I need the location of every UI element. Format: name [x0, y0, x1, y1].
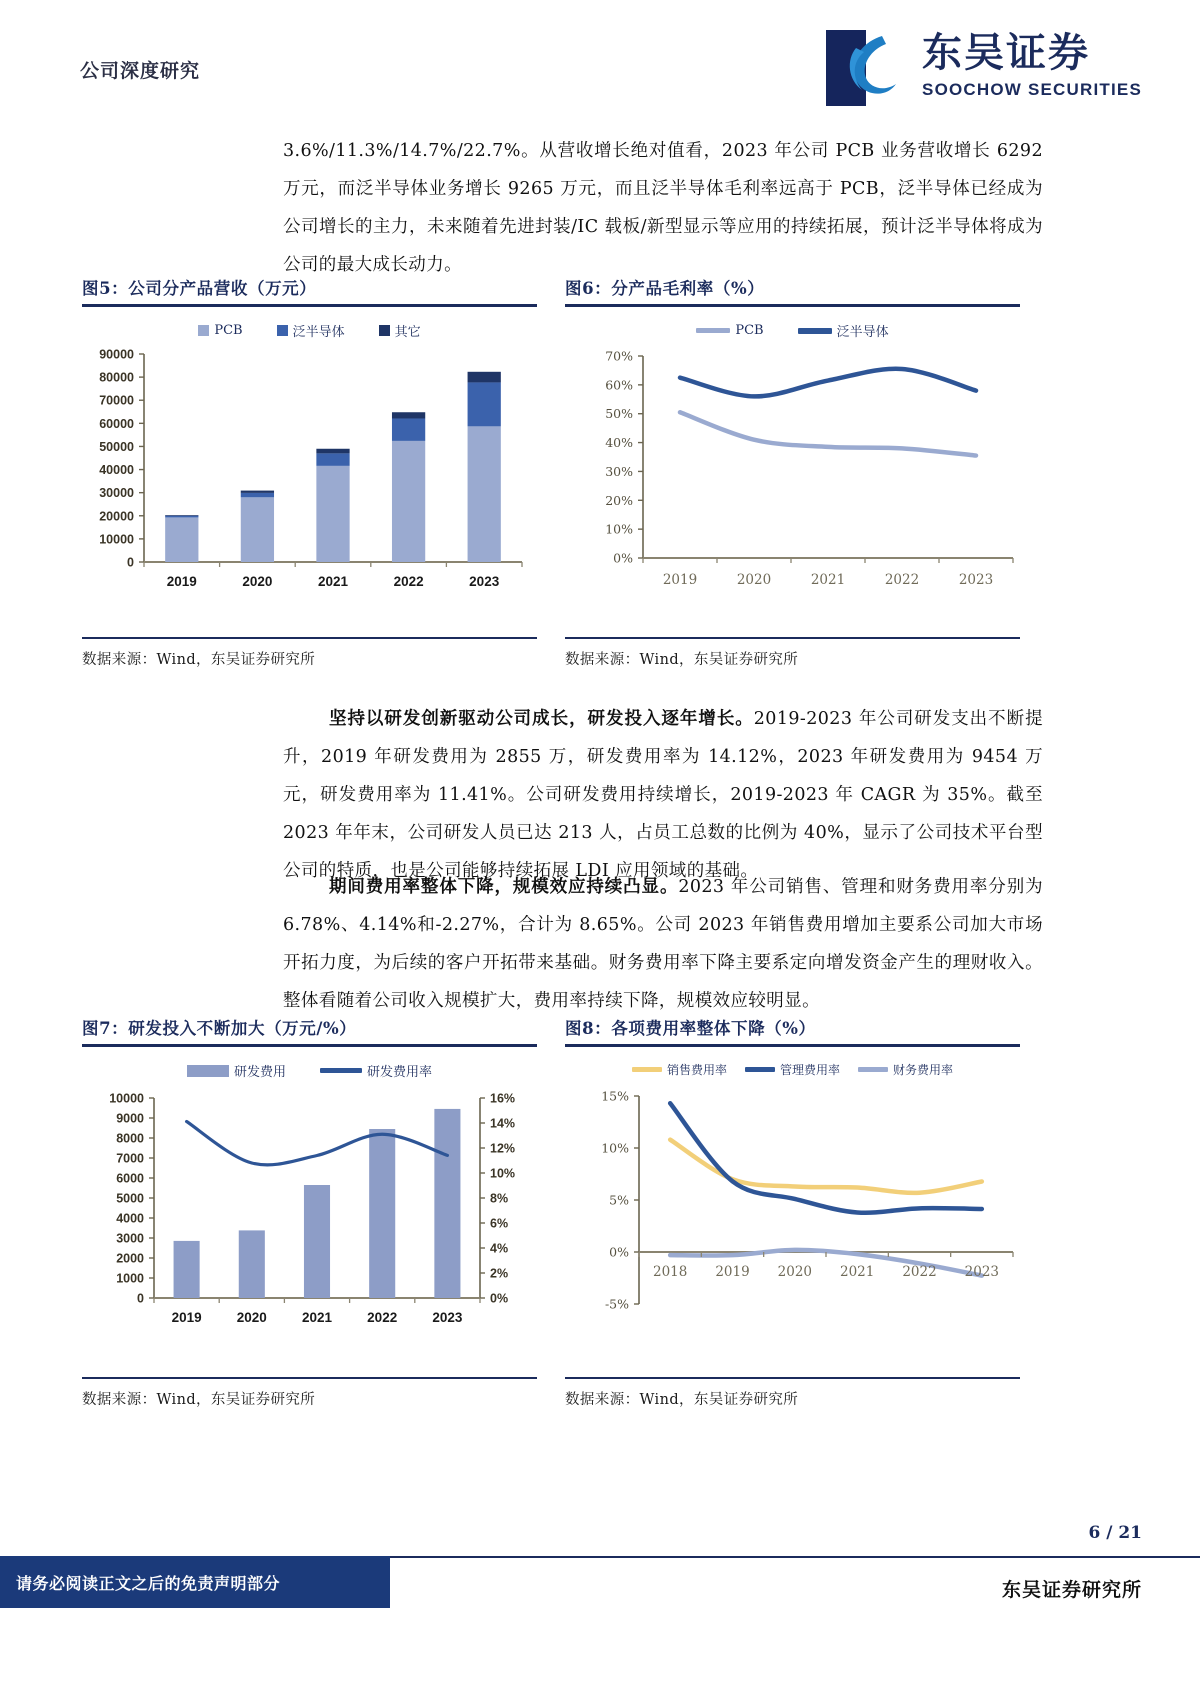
- svg-text:50000: 50000: [99, 439, 134, 454]
- svg-text:12%: 12%: [490, 1141, 516, 1156]
- legend-swatch-semiconductor: [277, 325, 288, 336]
- figure-8-caption: 图8：各项费用率整体下降（%）: [565, 1019, 816, 1038]
- figure-6-caption: 图6：分产品毛利率（%）: [565, 279, 765, 298]
- svg-text:0%: 0%: [490, 1291, 509, 1306]
- svg-text:30000: 30000: [99, 486, 134, 501]
- legend-line-semiconductor: [798, 328, 832, 334]
- svg-text:3000: 3000: [116, 1231, 144, 1246]
- svg-text:2022: 2022: [367, 1310, 398, 1325]
- legend-item-pcb: [198, 323, 242, 338]
- legend-label-pcb: PCB: [214, 323, 243, 338]
- svg-text:10%: 10%: [601, 1140, 629, 1156]
- footer-disclaimer-badge: [0, 1556, 390, 1608]
- legend-item-admin-ratio: [745, 1061, 840, 1078]
- svg-text:2023: 2023: [964, 1264, 1000, 1280]
- figure-6-plot: [565, 340, 1020, 612]
- figure-7: [82, 1015, 537, 1409]
- svg-text:2022: 2022: [884, 572, 920, 588]
- legend-item-other: [379, 321, 421, 340]
- figure-8: [565, 1015, 1020, 1409]
- figure-5-caption: 图5：公司分产品营收（万元）: [82, 279, 317, 298]
- svg-text:16%: 16%: [490, 1091, 516, 1106]
- figure-8-plot: [565, 1078, 1020, 1350]
- legend-line-admin-ratio: [745, 1067, 775, 1072]
- svg-text:50%: 50%: [605, 406, 633, 422]
- figure-6-chart: [565, 307, 1020, 637]
- svg-text:2023: 2023: [432, 1310, 463, 1325]
- legend-line-pcb: [696, 328, 730, 333]
- figure-6-source: 数据来源：Wind，东吴证券研究所: [565, 652, 799, 668]
- figure-7-legend: [82, 1047, 537, 1080]
- figure-7-source: 数据来源：Wind，东吴证券研究所: [82, 1392, 316, 1408]
- soochow-s-logo-icon: [826, 30, 910, 106]
- svg-text:40000: 40000: [99, 463, 134, 478]
- figure-8-legend: [565, 1047, 1020, 1078]
- legend-item-rnd-ratio: [320, 1061, 432, 1080]
- svg-text:70000: 70000: [99, 393, 134, 408]
- legend-swatch-pcb: [198, 325, 209, 336]
- svg-text:10000: 10000: [109, 1091, 144, 1106]
- svg-text:2023: 2023: [958, 572, 994, 588]
- svg-text:2019: 2019: [171, 1310, 202, 1325]
- svg-text:60%: 60%: [605, 377, 633, 393]
- figure-8-chart: [565, 1047, 1020, 1377]
- svg-text:2020: 2020: [236, 1310, 267, 1325]
- legend-line-finance-ratio: [858, 1067, 888, 1072]
- svg-text:40%: 40%: [605, 435, 633, 451]
- svg-text:70%: 70%: [605, 348, 633, 364]
- page-header: [0, 0, 1200, 118]
- svg-text:14%: 14%: [490, 1116, 516, 1131]
- svg-text:2021: 2021: [317, 574, 349, 589]
- svg-text:2022: 2022: [393, 574, 424, 589]
- svg-text:10%: 10%: [605, 521, 633, 537]
- svg-text:0: 0: [137, 1291, 144, 1306]
- svg-text:4%: 4%: [490, 1241, 509, 1256]
- svg-text:9000: 9000: [116, 1111, 144, 1126]
- legend-label-rnd-expense: 研发费用: [233, 1065, 286, 1080]
- legend-label-other: 其它: [394, 325, 421, 340]
- paragraph-rnd: [283, 700, 1043, 890]
- legend-label-finance-ratio: 财务费用率: [893, 1063, 954, 1077]
- paragraph-intro-text: 3.6%/11.3%/14.7%/22.7%。从营收增长绝对值看，2023 年公司 PCB 业务营收增长 6292 万元，而泛半导体业务增长 9265 万元，而且泛半导体毛利率远高于 PCB，泛半导体已经成为公司增长的主力，未来随着先进封装/IC 载板/新型显示等应用的持续拓展，预计泛半导体将成为公司的最大成长动力。: [283, 141, 1043, 275]
- figure-5: [82, 275, 537, 669]
- figure-8-source: 数据来源：Wind，东吴证券研究所: [565, 1392, 799, 1408]
- svg-text:2020: 2020: [777, 1264, 813, 1280]
- svg-text:4000: 4000: [116, 1211, 144, 1226]
- svg-text:8%: 8%: [490, 1191, 509, 1206]
- legend-label-sales-ratio: 销售费用率: [666, 1063, 727, 1077]
- svg-text:2021: 2021: [810, 572, 846, 588]
- svg-text:7000: 7000: [116, 1151, 144, 1166]
- paragraph-rnd-text: 2019-2023 年公司研发支出不断提升，2019 年研发费用为 2855 万，研发费用率为 14.12%，2023 年研发费用为 9454 万元，研发费用率为 11.41%。公司研发费用持续增长，2019-2023 年 CAGR 为 35%。截至 2023 年年末，公司研发人员已达 213 人，占员工总数的比例为 40%，显示了公司技术平台型公司的特质，也是公司能够持续拓展 LDI 应用领域的基础。: [283, 709, 1043, 881]
- brand-logo: [826, 30, 1142, 106]
- footer-disclaimer-text: 请务必阅读正文之后的免责声明部分: [16, 1573, 281, 1593]
- paragraph-expense-lead: 期间费用率整体下降，规模效应持续凸显。: [329, 877, 679, 897]
- svg-text:5%: 5%: [609, 1192, 629, 1208]
- figure-5-source: 数据来源：Wind，东吴证券研究所: [82, 652, 316, 668]
- svg-text:2018: 2018: [652, 1264, 688, 1280]
- svg-text:60000: 60000: [99, 416, 134, 431]
- figure-7-chart: [82, 1047, 537, 1377]
- svg-text:2020: 2020: [242, 574, 273, 589]
- legend-label-admin-ratio: 管理费用率: [779, 1063, 840, 1077]
- svg-text:5000: 5000: [116, 1191, 144, 1206]
- legend-label-semiconductor: 泛半导体: [292, 325, 345, 340]
- svg-text:20000: 20000: [99, 509, 134, 524]
- legend-item-rnd-expense: [187, 1061, 286, 1080]
- svg-text:0%: 0%: [609, 1244, 629, 1260]
- svg-text:2021: 2021: [839, 1264, 875, 1280]
- legend-item-sales-ratio: [632, 1061, 727, 1078]
- svg-text:6%: 6%: [490, 1216, 509, 1231]
- document-type-label: 公司深度研究: [80, 60, 201, 82]
- svg-text:-5%: -5%: [604, 1296, 629, 1312]
- paragraph-intro: [283, 132, 1043, 284]
- legend-item-semi-margin: [798, 321, 889, 340]
- svg-text:2020: 2020: [736, 572, 772, 588]
- svg-text:8000: 8000: [116, 1131, 144, 1146]
- svg-text:1000: 1000: [116, 1271, 144, 1286]
- legend-item-semiconductor: [277, 321, 345, 340]
- legend-item-pcb-margin: [696, 323, 763, 338]
- figure-6: [565, 275, 1020, 669]
- svg-text:30%: 30%: [605, 463, 633, 479]
- footer-org: 东吴证券研究所: [1001, 1579, 1142, 1601]
- figure-6-legend: [565, 307, 1020, 340]
- svg-text:0%: 0%: [613, 550, 633, 566]
- svg-text:2000: 2000: [116, 1251, 144, 1266]
- legend-label-rnd-ratio: 研发费用率: [367, 1065, 433, 1080]
- svg-text:0: 0: [127, 555, 134, 570]
- paragraph-expense: [283, 868, 1043, 1020]
- svg-text:2021: 2021: [301, 1310, 333, 1325]
- brand-name-cn: 东吴证券: [922, 29, 1091, 76]
- brand-logo-text: [922, 30, 1142, 100]
- svg-text:10000: 10000: [99, 532, 134, 547]
- svg-text:10%: 10%: [490, 1166, 516, 1181]
- legend-swatch-rnd-expense: [187, 1065, 229, 1077]
- legend-item-finance-ratio: [858, 1061, 953, 1078]
- brand-name-en: SOOCHOW SECURITIES: [922, 80, 1142, 99]
- figure-7-caption: 图7：研发投入不断加大（万元/%）: [82, 1019, 357, 1038]
- legend-line-sales-ratio: [632, 1067, 662, 1072]
- figure-7-plot: [82, 1080, 537, 1352]
- paragraph-rnd-lead: 坚持以研发创新驱动公司成长，研发投入逐年增长。: [329, 709, 754, 729]
- svg-text:2019: 2019: [166, 574, 197, 589]
- svg-text:2023: 2023: [469, 574, 500, 589]
- svg-text:2022: 2022: [902, 1264, 937, 1280]
- legend-line-rnd-ratio: [320, 1068, 362, 1073]
- svg-text:20%: 20%: [605, 492, 633, 508]
- svg-text:2%: 2%: [490, 1266, 509, 1281]
- figure-5-legend: [82, 307, 537, 340]
- legend-swatch-other: [379, 325, 390, 336]
- legend-label-semi-margin: 泛半导体: [836, 325, 889, 340]
- svg-text:15%: 15%: [601, 1088, 629, 1104]
- figure-5-plot: [82, 340, 537, 612]
- legend-label-pcb-margin: PCB: [735, 323, 764, 338]
- svg-text:80000: 80000: [99, 370, 134, 385]
- page-number: 6 / 21: [1088, 1523, 1142, 1543]
- svg-text:2019: 2019: [715, 1264, 750, 1280]
- svg-text:6000: 6000: [116, 1171, 144, 1186]
- figure-5-chart: [82, 307, 537, 637]
- svg-text:90000: 90000: [99, 347, 134, 362]
- paragraph-expense-text: 2023 年公司销售、管理和财务费用率分别为 6.78%、4.14%和-2.27%，合计为 8.65%。公司 2023 年销售费用增加主要系公司加大市场开拓力度，为后续的客户开拓带来基础。财务费用率下降主要系定向增发资金产生的理财收入。整体看随着公司收入规模扩大，费用率持续下降，规模效应较明显。: [283, 877, 1043, 1011]
- svg-text:2019: 2019: [662, 572, 698, 588]
